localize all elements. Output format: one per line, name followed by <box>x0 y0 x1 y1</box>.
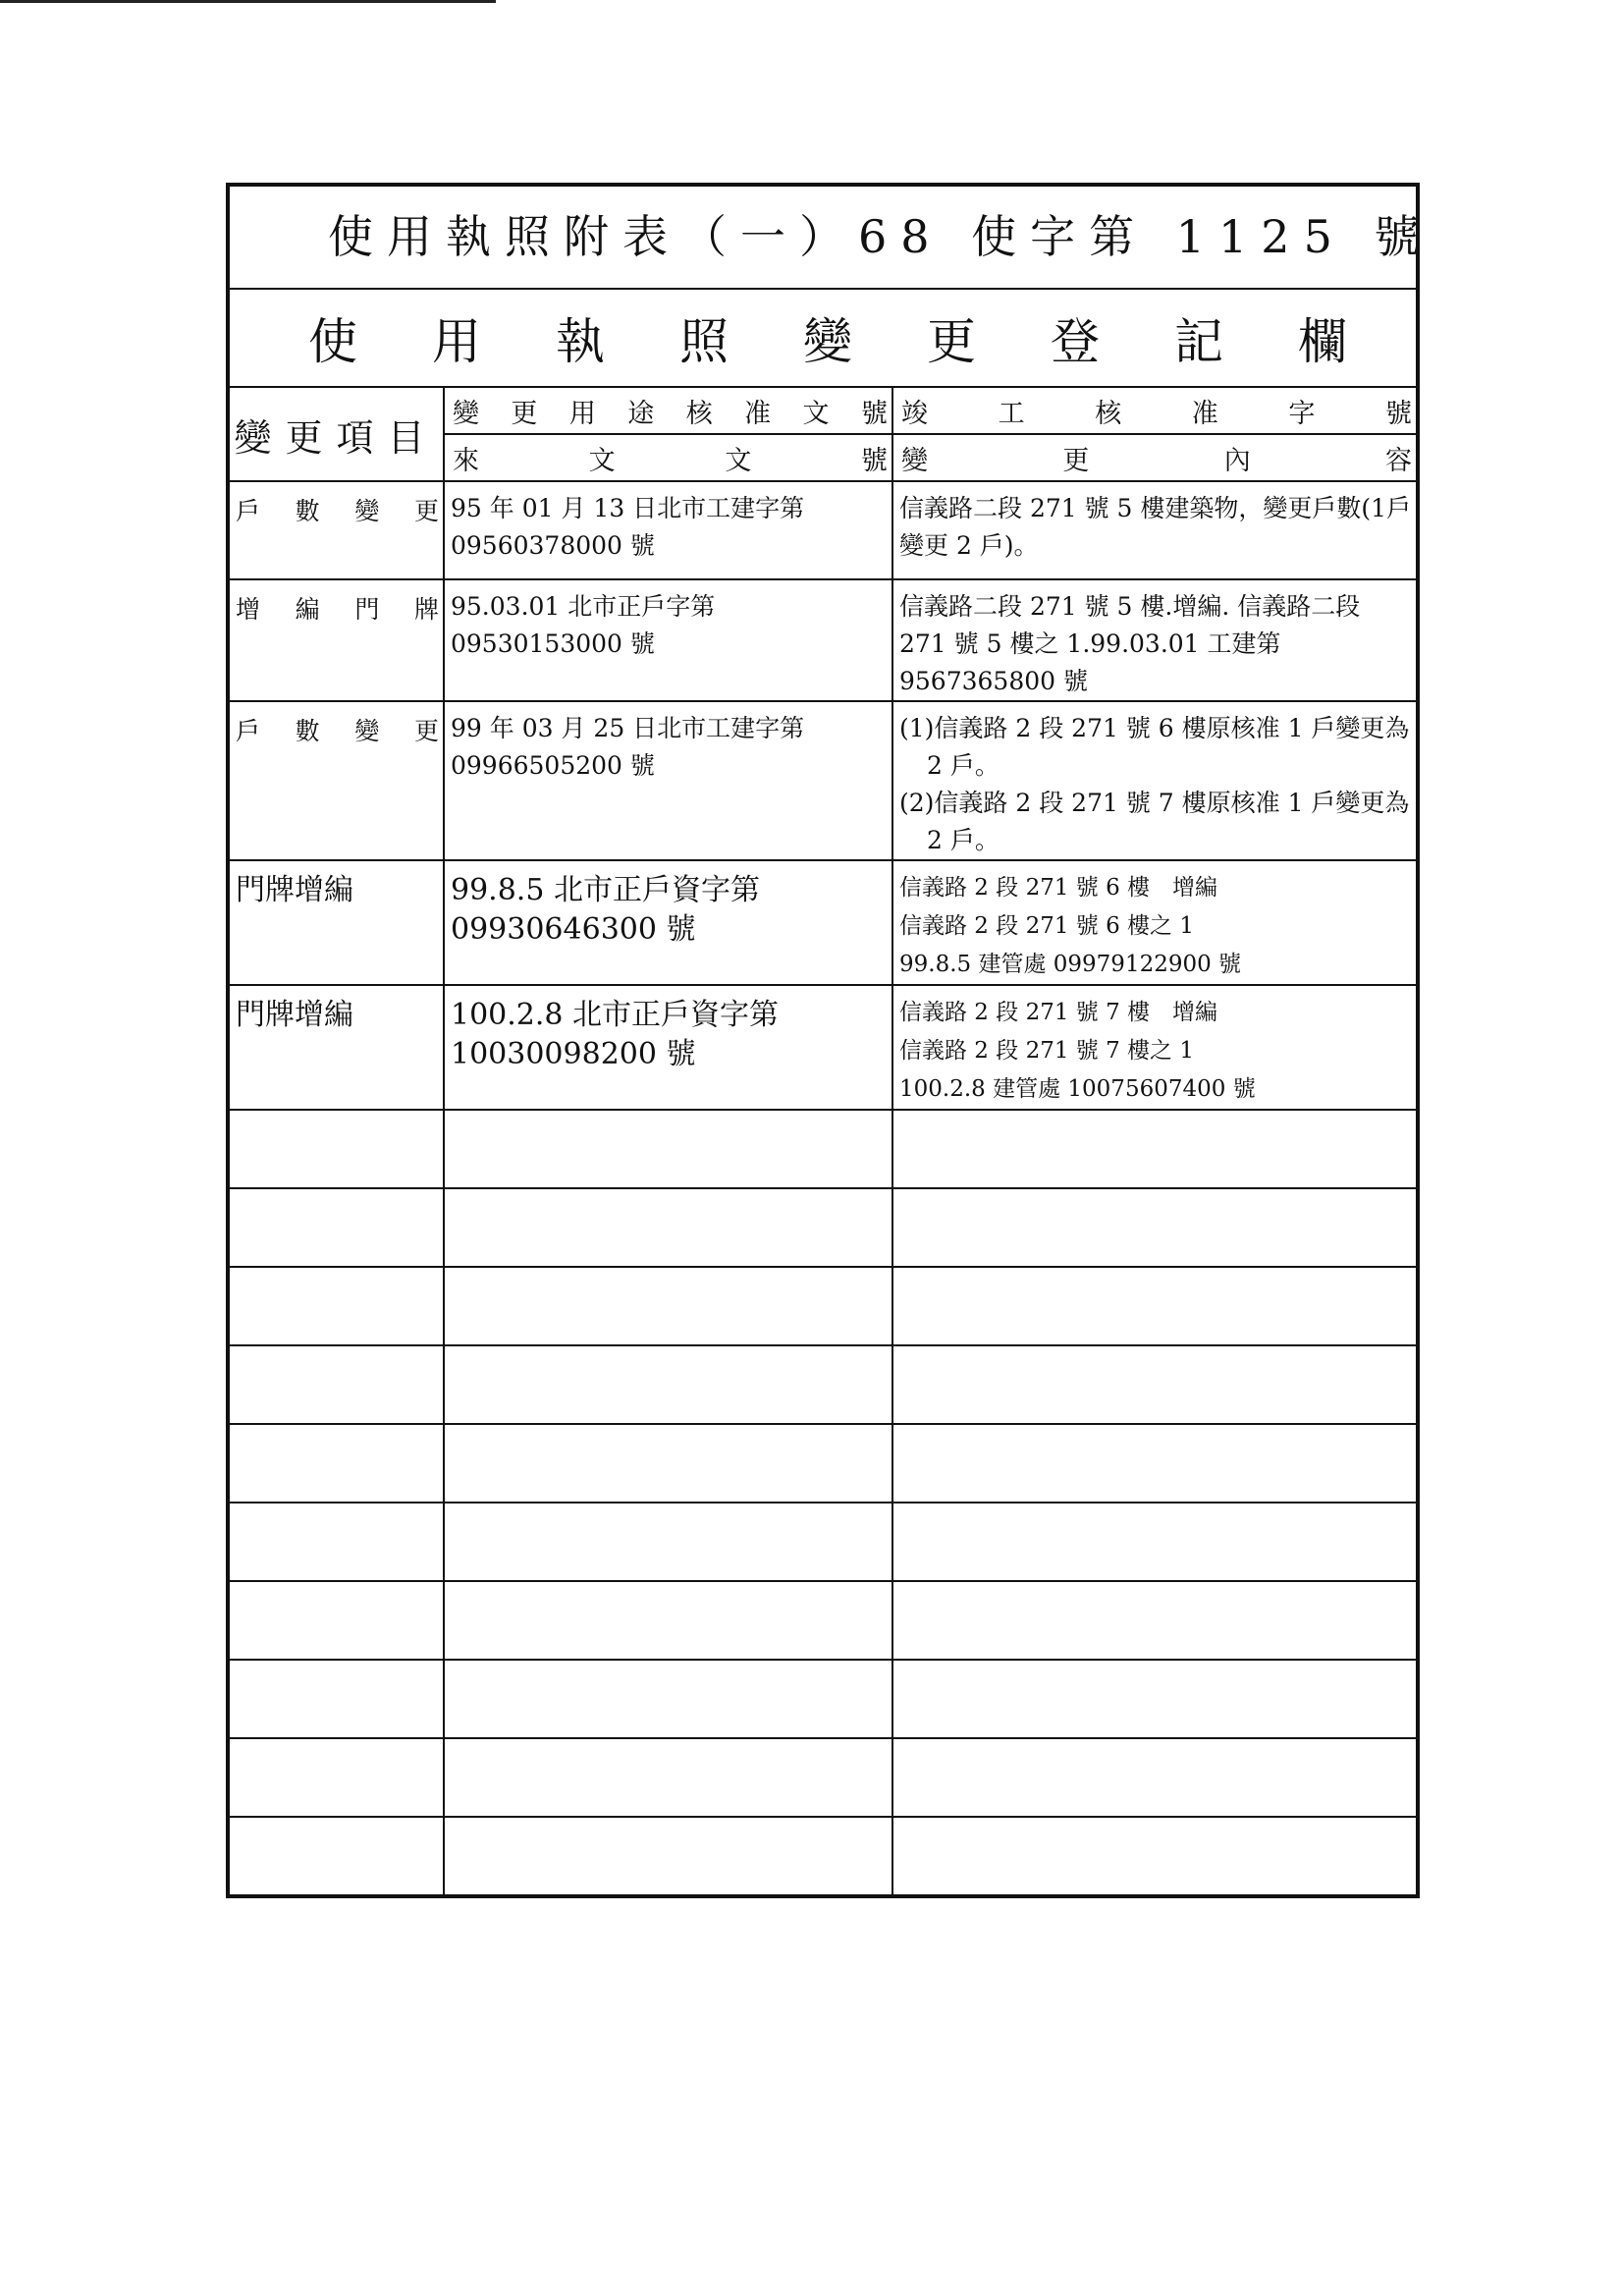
empty-cell <box>228 1110 444 1188</box>
empty-cell <box>892 1503 1418 1581</box>
empty-cell <box>444 1581 892 1660</box>
empty-row <box>228 1503 1418 1581</box>
table-row <box>228 481 1418 579</box>
change-content-cell: 信義路二段 271 號 5 樓建築物，變更戶數(1戶變更 2 戶)。 <box>892 481 1418 579</box>
document-title: 使用執照附表（一）68 使字第 1125 號 <box>328 210 1433 263</box>
change-item-cell: 增 編 門 牌 <box>228 579 444 701</box>
doc-number-cell: 99.8.5 北市正戶資字第 09930646300 號 <box>444 860 892 985</box>
empty-cell <box>892 1738 1418 1817</box>
empty-cell <box>892 1424 1418 1503</box>
empty-row <box>228 1188 1418 1267</box>
doc-number-cell: 99 年 03 月 25 日北市工建字第 09966505200 號 <box>444 701 892 860</box>
empty-row <box>228 1267 1418 1345</box>
empty-cell <box>444 1110 892 1188</box>
section-title: 使 用 執 照 變 更 登 記 欄 <box>308 313 1347 370</box>
empty-cell <box>228 1188 444 1267</box>
empty-cell <box>228 1817 444 1896</box>
header-change-content: 變 更 內 容 <box>892 434 1418 481</box>
empty-cell <box>892 1188 1418 1267</box>
doc-number-cell: 100.2.8 北市正戶資字第 10030098200 號 <box>444 985 892 1110</box>
header-completion-number: 竣 工 核 准 字 號 <box>892 387 1418 434</box>
change-content-cell: (1)信義路 2 段 271 號 6 樓原核准 1 戶變更為 2 戶。 (2)信義路 2 段 271 號 7 樓原核准 1 戶變更為 2 戶。 <box>892 701 1418 860</box>
doc-number-cell: 95.03.01 北市正戶字第 09530153000 號 <box>444 579 892 701</box>
empty-cell <box>228 1267 444 1345</box>
empty-cell <box>228 1660 444 1738</box>
scan-edge-mark <box>0 0 496 3</box>
empty-cell <box>444 1738 892 1817</box>
empty-cell <box>892 1817 1418 1896</box>
empty-row <box>228 1110 1418 1188</box>
empty-cell <box>444 1817 892 1896</box>
usage-permit-change-table <box>226 183 1433 1898</box>
change-item-cell: 門牌增編 <box>228 860 444 985</box>
empty-row <box>228 1581 1418 1660</box>
change-item-cell: 門牌增編 <box>228 985 444 1110</box>
empty-cell <box>444 1267 892 1345</box>
empty-row <box>228 1817 1418 1896</box>
empty-cell <box>444 1660 892 1738</box>
table-row <box>228 701 1418 860</box>
empty-cell <box>444 1424 892 1503</box>
empty-row <box>228 1424 1418 1503</box>
empty-row <box>228 1345 1418 1424</box>
empty-cell <box>444 1503 892 1581</box>
empty-row <box>228 1738 1418 1817</box>
empty-cell <box>228 1424 444 1503</box>
section-cell <box>228 289 1418 387</box>
header-row-top <box>228 387 1418 434</box>
doc-number-cell: 95 年 01 月 13 日北市工建字第 09560378000 號 <box>444 481 892 579</box>
header-change-item: 變更項目 <box>228 387 444 481</box>
empty-cell <box>228 1503 444 1581</box>
change-content-cell: 信義路 2 段 271 號 7 樓 增編 信義路 2 段 271 號 7 樓之 1 100.2.8 建管處 10075607400 號 <box>892 985 1418 1110</box>
change-content-cell: 信義路 2 段 271 號 6 樓 增編 信義路 2 段 271 號 6 樓之 1 99.8.5 建管處 09979122900 號 <box>892 860 1418 985</box>
empty-cell <box>228 1581 444 1660</box>
header-doc-number: 變 更 用 途 核 准 文 號 <box>444 387 892 434</box>
table-row <box>228 860 1418 985</box>
change-item-cell: 戶 數 變 更 <box>228 701 444 860</box>
empty-cell <box>228 1345 444 1424</box>
empty-cell <box>444 1188 892 1267</box>
table-row <box>228 579 1418 701</box>
table-row <box>228 985 1418 1110</box>
empty-cell <box>892 1660 1418 1738</box>
empty-cell <box>892 1345 1418 1424</box>
empty-cell <box>892 1267 1418 1345</box>
header-incoming-doc: 來 文 文 號 <box>444 434 892 481</box>
empty-cell <box>444 1345 892 1424</box>
change-content-cell: 信義路二段 271 號 5 樓.增編. 信義路二段 271 號 5 樓之 1.99.03.01 工建第 9567365800 號 <box>892 579 1418 701</box>
empty-cell <box>228 1738 444 1817</box>
empty-row <box>228 1660 1418 1738</box>
title-cell <box>228 185 1433 289</box>
empty-cell <box>892 1110 1418 1188</box>
change-item-cell: 戶 數 變 更 <box>228 481 444 579</box>
empty-cell <box>892 1581 1418 1660</box>
